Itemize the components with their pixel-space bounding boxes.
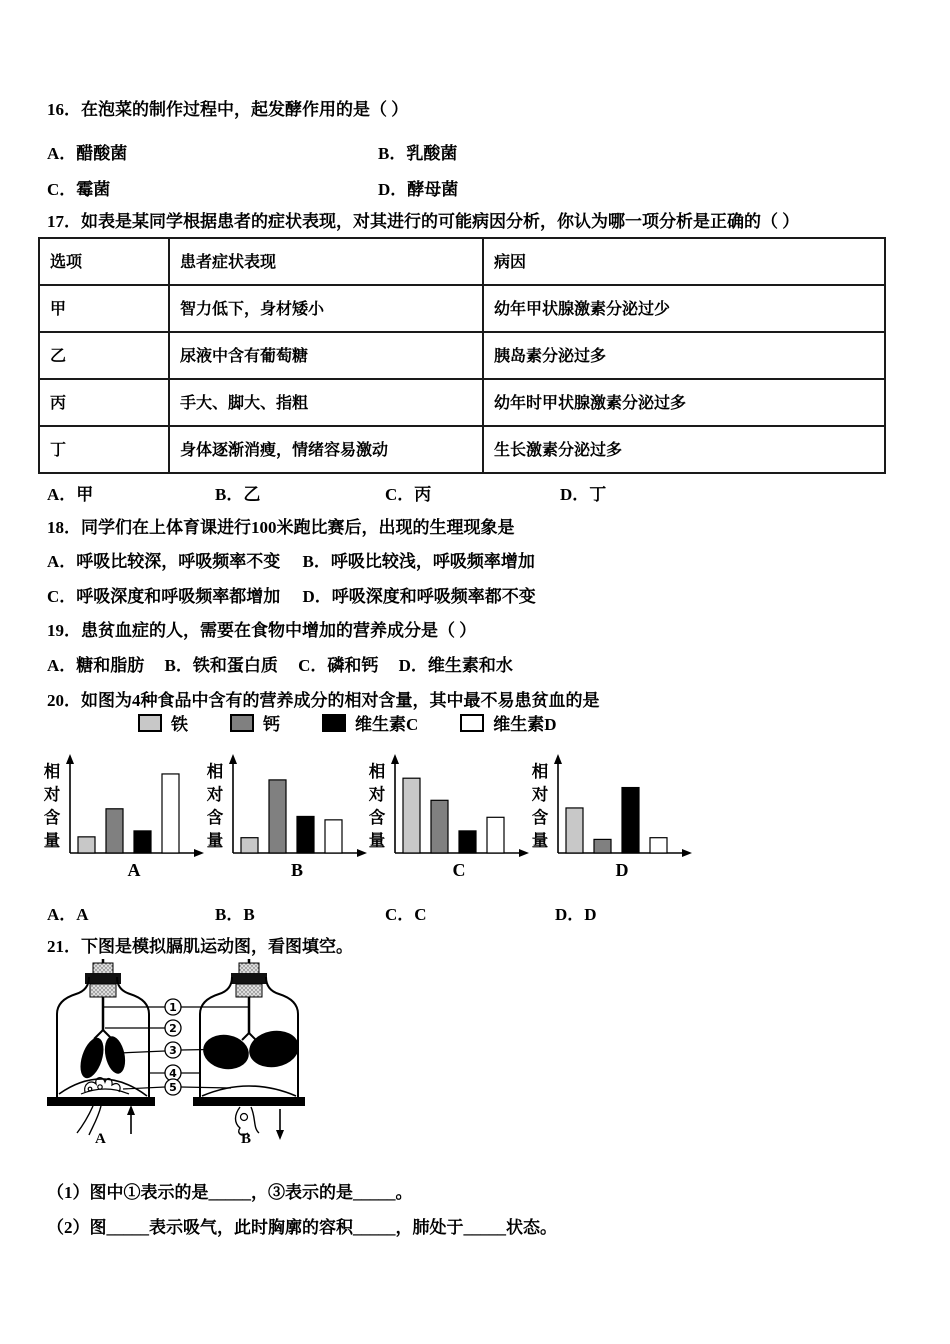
q20-option-d: D．D	[555, 905, 597, 924]
q16-option-d: D．酵母菌	[378, 180, 459, 199]
svg-text:含: 含	[531, 808, 549, 827]
q19-option-c: C．磷和钙	[298, 656, 379, 675]
table-cell: 乙	[39, 332, 169, 379]
q19-option-b: B．铁和蛋白质	[164, 656, 278, 675]
svg-text:量: 量	[206, 831, 224, 850]
table-header-cell: 患者症状表现	[169, 238, 483, 285]
table-cell: 尿液中含有葡萄糖	[169, 332, 483, 379]
jar-a-label: A	[95, 1131, 106, 1147]
q20-stem: 20．如图为4种食品中含有的营养成分的相对含量，其中最不易患贫血的是	[47, 691, 600, 710]
table-row	[39, 285, 885, 332]
q18-option-b: B．呼吸比较浅，呼吸频率增加	[302, 552, 535, 571]
legend-label: 维生素D	[493, 715, 557, 734]
table-cell: 丙	[39, 379, 169, 426]
table-cell: 胰岛素分泌过多	[483, 332, 885, 379]
q20-option-a: A．A	[47, 905, 89, 924]
legend-label: 铁	[171, 715, 188, 734]
q18-option-d: D．呼吸深度和呼吸频率都不变	[302, 587, 536, 606]
svg-text:D: D	[615, 860, 629, 880]
svg-text:相: 相	[43, 762, 61, 781]
q21-sub-question-1: （1）图中①表示的是_____，③表示的是_____。	[47, 1183, 413, 1202]
part-label-4: 4	[169, 1067, 177, 1080]
bell-jar-a	[47, 959, 155, 1147]
q21-sub-question-2: （2）图_____表示吸气，此时胸廓的容积_____，肺处于_____状态。	[47, 1218, 557, 1237]
table-cell: 幼年时甲状腺激素分泌过多	[483, 379, 885, 426]
arrow-down-icon	[276, 1109, 284, 1140]
svg-text:相: 相	[531, 762, 549, 781]
table-cell: 智力低下，身材矮小	[169, 285, 483, 332]
vitamin-c-swatch-icon	[322, 714, 346, 732]
q18-stem: 18．同学们在上体育课进行100米跑比赛后，出现的生理现象是	[47, 518, 515, 537]
svg-text:含: 含	[206, 808, 224, 827]
iron-swatch-icon	[138, 714, 162, 732]
svg-text:对: 对	[43, 785, 61, 804]
part-label-2: 2	[169, 1022, 177, 1035]
legend-item-vitamin-d	[460, 710, 556, 735]
q16-option-b: B．乳酸菌	[378, 144, 458, 163]
svg-text:B: B	[290, 860, 304, 880]
q16-stem: 16．在泡菜的制作过程中，起发酵作用的是（ ）	[47, 100, 409, 119]
table-header-row	[39, 238, 885, 285]
svg-text:A: A	[127, 860, 141, 880]
q17-option-c: C．丙	[385, 485, 432, 504]
calcium-swatch-icon	[230, 714, 254, 732]
q19-options-row	[47, 651, 529, 676]
table-cell: 幼年甲状腺激素分泌过少	[483, 285, 885, 332]
legend-item-iron	[138, 710, 188, 735]
svg-text:量: 量	[531, 831, 549, 850]
q17-option-b: B．乙	[215, 485, 261, 504]
rubber-membrane-pushed-up	[59, 1079, 147, 1096]
part-label-3: 3	[169, 1044, 177, 1057]
q19-stem: 19．患贫血症的人，需要在食物中增加的营养成分是（ ）	[47, 621, 477, 640]
bell-jar-b	[193, 959, 305, 1147]
deflated-balloon-lung	[76, 1035, 108, 1081]
legend-label: 维生素C	[355, 715, 419, 734]
q17-stem: 17．如表是某同学根据患者的症状表现，对其进行的可能病因分析，你认为哪一项分析是正确的（ ）	[47, 212, 800, 231]
q20-option-c: C．C	[385, 905, 427, 924]
q18-option-c: C．呼吸深度和呼吸频率都增加	[47, 587, 281, 606]
chart-legend	[138, 710, 557, 735]
bar-chart-food-b	[205, 753, 373, 885]
table-row	[39, 426, 885, 473]
svg-text:量: 量	[368, 831, 386, 850]
q18-options-row-2	[47, 582, 554, 607]
q18-option-a: A．呼吸比较深，呼吸频率不变	[47, 552, 281, 571]
q20-option-b: B．B	[215, 905, 255, 924]
part-label-1: 1	[169, 1001, 177, 1014]
svg-text:含: 含	[368, 808, 386, 827]
table-header-cell: 病因	[483, 238, 885, 285]
q16-option-c: C．霉菌	[47, 180, 111, 199]
svg-text:相: 相	[368, 762, 386, 781]
jar-b-label: B	[241, 1131, 252, 1147]
q16-option-a: A．醋酸菌	[47, 144, 128, 163]
table-cell: 生长激素分泌过多	[483, 426, 885, 473]
table-cell: 丁	[39, 426, 169, 473]
svg-text:对: 对	[368, 785, 386, 804]
q17-option-d: D．丁	[560, 485, 607, 504]
bar-chart-food-c	[367, 753, 535, 885]
svg-text:含: 含	[43, 808, 61, 827]
bar-chart-food-d	[530, 753, 698, 885]
svg-text:对: 对	[531, 785, 549, 804]
table-row	[39, 379, 885, 426]
symptom-cause-table	[38, 237, 886, 474]
table-cell: 手大、脚大、指粗	[169, 379, 483, 426]
svg-text:C: C	[452, 860, 466, 880]
svg-text:量: 量	[43, 831, 61, 850]
arrow-up-icon	[127, 1105, 135, 1134]
q19-option-a: A．糖和脂肪	[47, 656, 145, 675]
q18-options-row-1	[47, 547, 553, 572]
diaphragm-model-diagram	[43, 957, 343, 1152]
q19-option-d: D．维生素和水	[398, 656, 513, 675]
table-header-cell: 选项	[39, 238, 169, 285]
inflated-balloon-lung	[246, 1027, 301, 1071]
svg-text:相: 相	[206, 762, 224, 781]
part-label-5: 5	[169, 1081, 177, 1094]
deflated-balloon-lung	[102, 1034, 128, 1075]
bar-chart-food-a	[42, 753, 210, 885]
table-cell: 甲	[39, 285, 169, 332]
q17-option-a: A．甲	[47, 485, 94, 504]
svg-text:对: 对	[206, 785, 224, 804]
table-row	[39, 332, 885, 379]
table-cell: 身体逐渐消瘦，情绪容易激动	[169, 426, 483, 473]
q21-stem: 21．下图是模拟膈肌运动图，看图填空。	[47, 937, 353, 956]
legend-item-vitamin-c	[322, 710, 418, 735]
vitamin-d-swatch-icon	[460, 714, 484, 732]
legend-item-calcium	[230, 710, 280, 735]
legend-label: 钙	[263, 715, 280, 734]
